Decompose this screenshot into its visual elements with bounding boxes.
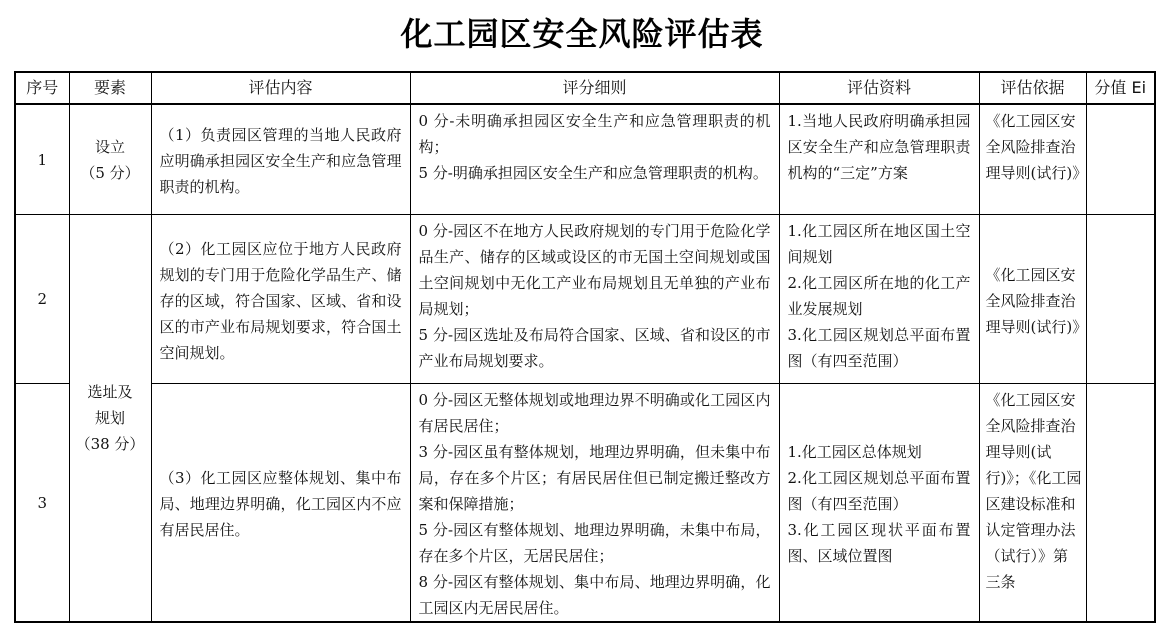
row-basis: 《化工园区安全风险排查治理导则(试行)》 xyxy=(979,215,1086,384)
row-score[interactable] xyxy=(1086,104,1155,215)
row-element-merged xyxy=(69,215,151,623)
header-score: 分值 Ei xyxy=(1086,72,1155,104)
row-score[interactable] xyxy=(1086,384,1155,623)
header-element: 要素 xyxy=(69,72,151,104)
row-criteria xyxy=(410,384,779,623)
element-name: 选址及 xyxy=(87,383,133,401)
table-row xyxy=(15,104,1155,215)
criteria-item: 0 分-园区无整体规划或地理边界不明确或化工园区内有居民居住； xyxy=(418,391,771,435)
header-basis: 评估依据 xyxy=(979,72,1086,104)
row-seq: 3 xyxy=(15,384,69,623)
element-name: 规划 xyxy=(94,409,125,427)
page-title: 化工园区安全风险评估表 xyxy=(400,15,764,53)
row-basis: 《化工园区安全风险排查治理导则(试行)》 xyxy=(979,104,1086,215)
header-content: 评估内容 xyxy=(151,72,410,104)
table-row xyxy=(15,384,1155,623)
row-basis: 《化工园区安全风险排查治理导则(试行)》；《化工园区建设标准和认定管理办法（试行）》第三条 xyxy=(979,384,1086,623)
material-item: 2.化工园区所在地的化工产业发展规划 xyxy=(787,274,971,318)
criteria-item: 8 分-园区有整体规划、集中布局、地理边界明确，化工园区内无居民居住。 xyxy=(418,573,771,617)
material-item: 1.化工园区所在地区国土空间规划 xyxy=(787,222,971,266)
row-materials xyxy=(779,384,979,623)
row-criteria xyxy=(410,104,779,215)
material-item: 2.化工园区规划总平面布置图（有四至范围） xyxy=(787,469,971,513)
header-criteria: 评分细则 xyxy=(410,72,779,104)
row-score[interactable] xyxy=(1086,215,1155,384)
assessment-table xyxy=(14,71,1156,623)
row-criteria xyxy=(410,215,779,384)
element-points: （5 分） xyxy=(80,163,140,182)
criteria-item: 5 分-明确承担园区安全生产和应急管理职责的机构。 xyxy=(418,164,768,182)
material-item: 1.化工园区总体规划 xyxy=(787,443,922,461)
row-content: （2）化工园区应位于地方人民政府规划的专门用于危险化学品生产、储存的区域，符合国家、区域、省和设区的市产业布局规划要求，符合国土空间规划。 xyxy=(151,215,410,384)
header-materials: 评估资料 xyxy=(779,72,979,104)
material-item: 3.化工园区现状平面布置图、区域位置图 xyxy=(787,521,971,565)
row-element xyxy=(69,104,151,215)
header-seq: 序号 xyxy=(15,72,69,104)
row-seq: 1 xyxy=(15,104,69,215)
table-row xyxy=(15,215,1155,384)
row-materials xyxy=(779,104,979,215)
criteria-item: 3 分-园区虽有整体规划，地理边界明确，但未集中布局，存在多个片区；有居民居住但已制定搬迁整改方案和保障措施； xyxy=(418,443,771,513)
criteria-item: 0 分-未明确承担园区安全生产和应急管理职责的机构； xyxy=(418,112,771,156)
header-row xyxy=(15,72,1155,104)
material-item: 3.化工园区规划总平面布置图（有四至范围） xyxy=(787,326,971,370)
element-points: （38 分） xyxy=(75,435,145,453)
row-content: （1）负责园区管理的当地人民政府应明确承担园区安全生产和应急管理职责的机构。 xyxy=(151,104,410,215)
criteria-item: 5 分-园区选址及布局符合国家、区域、省和设区的市产业布局规划要求。 xyxy=(418,326,771,370)
row-materials xyxy=(779,215,979,384)
criteria-item: 0 分-园区不在地方人民政府规划的专门用于危险化学品生产、储存的区域或设区的市无国土空间规划或国土空间规划中无化工产业布局规划且无单独的产业布局规划； xyxy=(418,222,771,318)
row-seq: 2 xyxy=(15,215,69,384)
row-content: （3）化工园区应整体规划、集中布局、地理边界明确，化工园区内不应有居民居住。 xyxy=(151,384,410,623)
criteria-item: 5 分-园区有整体规划、地理边界明确，未集中布局，存在多个片区，无居民居住； xyxy=(418,521,771,565)
element-name: 设立 xyxy=(94,137,125,156)
material-item: 1.当地人民政府明确承担园区安全生产和应急管理职责机构的“三定”方案 xyxy=(787,112,971,182)
